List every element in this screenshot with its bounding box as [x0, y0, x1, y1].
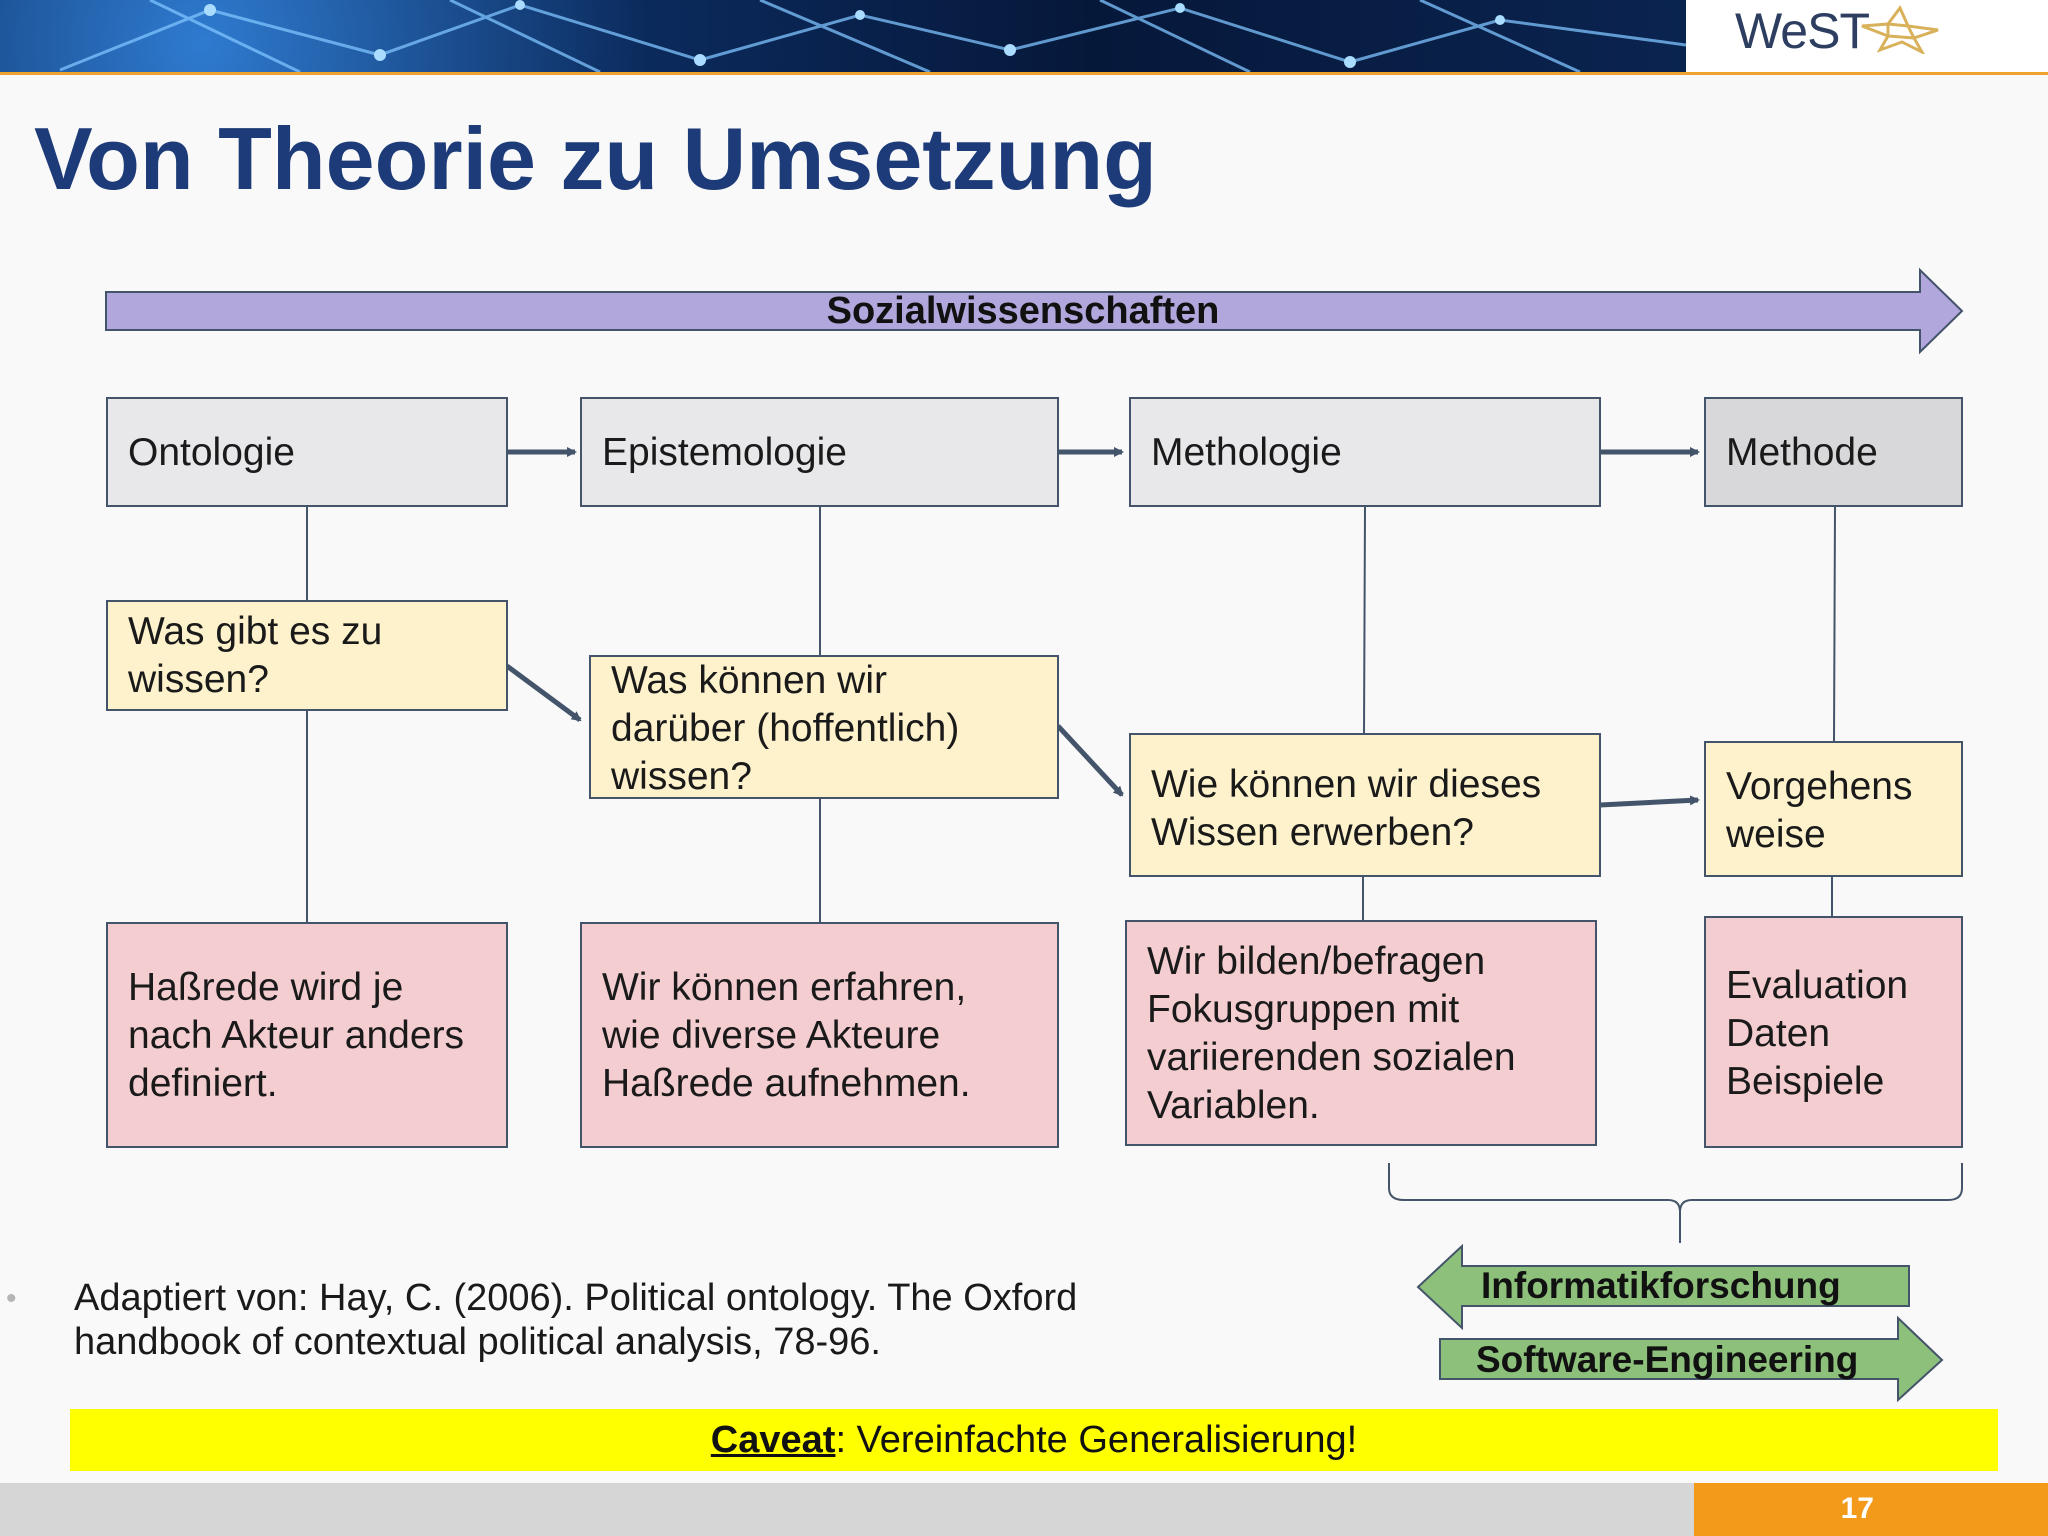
caveat-word: Caveat: [710, 1419, 836, 1461]
ontologie-header: Ontologie: [128, 431, 295, 474]
methode-example: Evaluation Daten Beispiele: [1726, 964, 1909, 1103]
epistemologie-header-box: [580, 397, 1059, 507]
methode-example-box: [1704, 916, 1963, 1148]
methode-question-box: [1704, 741, 1963, 877]
bracket: [1389, 1163, 1962, 1243]
methologie-header: Methologie: [1151, 431, 1342, 474]
page-title: Von Theorie zu Umsetzung: [34, 109, 1157, 208]
citation-text: Adaptiert von: Hay, C. (2006). Political ontology. The Oxford handbook of contextual political analysis, 78-96.: [74, 1277, 1078, 1363]
epistemologie-header: Epistemologie: [602, 431, 847, 474]
ontologie-example: Haßrede wird je nach Akteur anders definiert.: [128, 966, 465, 1105]
caveat-rest: : Vereinfachte Generalisierung!: [835, 1419, 1358, 1461]
informatikforschung-label: Informatikforschung: [1481, 1265, 1841, 1306]
methologie-question: Wie können wir dieses Wissen erwerben?: [1151, 763, 1542, 854]
methologie-example-box: [1125, 920, 1597, 1146]
footer-bar: [0, 1483, 1694, 1536]
epistemologie-question: Was können wir darüber (hoffentlich) wissen?: [611, 659, 960, 798]
west-logo: WeST: [1735, 3, 1869, 59]
sozialwissenschaften-label: Sozialwissenschaften: [826, 290, 1220, 332]
caveat-text: [70, 1419, 1998, 1462]
epistemologie-example: Wir können erfahren, wie diverse Akteure Haßrede aufnehmen.: [602, 966, 971, 1105]
arrow-q1-q2: [507, 666, 580, 720]
page-number: 17: [1840, 1492, 1874, 1525]
ontologie-header-box: [106, 397, 508, 507]
epistemologie-question-box: [589, 655, 1059, 799]
epistemologie-example-box: [580, 922, 1059, 1148]
arrow-q3-q4: [1600, 800, 1698, 805]
software-engineering-label: Software-Engineering: [1476, 1339, 1859, 1380]
arrow-q2-q3: [1058, 726, 1122, 795]
methode-header: Methode: [1726, 431, 1878, 474]
methologie-example: Wir bilden/befragen Fokusgruppen mit variierenden sozialen Variablen.: [1147, 940, 1516, 1127]
methologie-question-box: [1129, 733, 1601, 877]
ontologie-question: Was gibt es zu wissen?: [128, 610, 383, 701]
ontologie-question-box: [106, 600, 508, 711]
ontologie-example-box: [106, 922, 508, 1148]
citation-bullet: •: [6, 1282, 17, 1315]
methode-question: Vorgehens weise: [1726, 765, 1913, 856]
methode-header-box: [1704, 397, 1963, 507]
methologie-header-box: [1129, 397, 1601, 507]
